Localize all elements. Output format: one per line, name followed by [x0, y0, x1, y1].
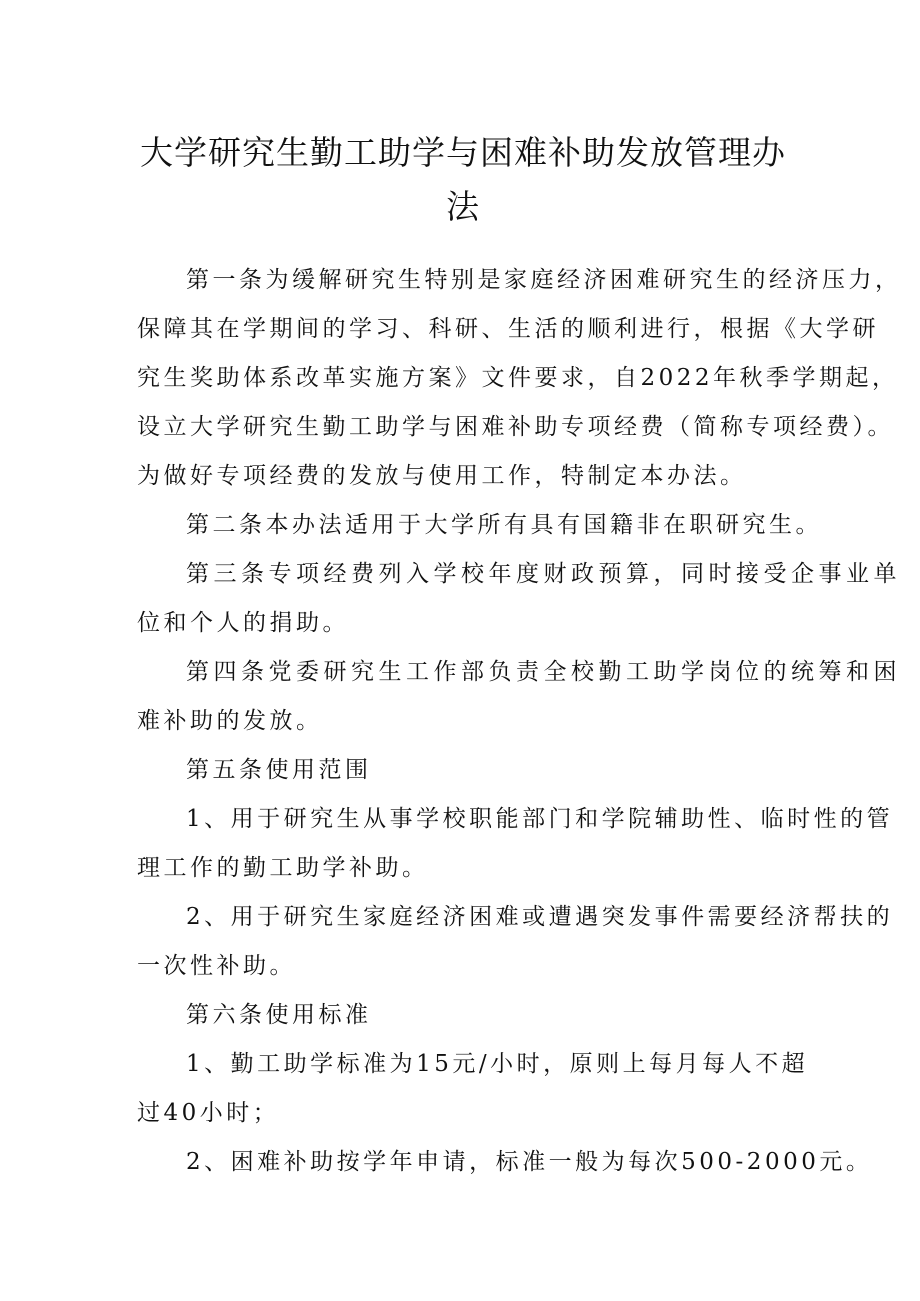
article-6-heading: 第六条使用标准: [186, 1002, 372, 1028]
article-1-line-3: 究生奖助体系改革实施方案》文件要求，自2022年秋季学期起，: [137, 365, 899, 391]
article-6-item-1-line-2: 过40小时；: [137, 1100, 280, 1126]
article-2-line-1: 第二条本办法适用于大学所有具有国籍非在职研究生。: [186, 512, 822, 538]
article-6-item-1-line-1: 1、勤工助学标准为15元/小时，原则上每月每人不超: [186, 1051, 809, 1077]
article-5-item-2-line-1: 2、用于研究生家庭经济困难或遭遇突发事件需要经济帮扶的: [186, 904, 894, 930]
article-1-line-5: 为做好专项经费的发放与使用工作，特制定本办法。: [137, 463, 747, 489]
article-3-line-2: 位和个人的捐助。: [137, 610, 349, 636]
article-1-line-4: 设立大学研究生勤工助学与困难补助专项经费（简称专项经费）。: [137, 414, 894, 440]
document-title-line-2: 法: [446, 187, 480, 226]
article-3-line-1: 第三条专项经费列入学校年度财政预算，同时接受企事业单: [186, 561, 901, 587]
article-5-item-1-line-1: 1、用于研究生从事学校职能部门和学院辅助性、临时性的管: [186, 806, 894, 832]
article-5-heading: 第五条使用范围: [186, 757, 372, 783]
article-5-item-1-line-2: 理工作的勤工助学补助。: [137, 855, 429, 881]
article-4-line-1: 第四条党委研究生工作部负责全校勤工助学岗位的统筹和困: [186, 659, 901, 685]
article-1-line-2: 保障其在学期间的学习、科研、生活的顺利进行，根据《大学研: [137, 316, 879, 342]
article-1-line-1: 第一条为缓解研究生特别是家庭经济困难研究生的经济压力，: [186, 267, 902, 293]
article-5-item-2-line-2: 一次性补助。: [137, 953, 296, 979]
document-title-line-1: 大学研究生勤工助学与困难补助发放管理办: [140, 133, 786, 172]
article-6-item-2-line-1: 2、困难补助按学年申请，标准一般为每次500-2000元。: [186, 1149, 873, 1175]
article-4-line-2: 难补助的发放。: [137, 708, 323, 734]
